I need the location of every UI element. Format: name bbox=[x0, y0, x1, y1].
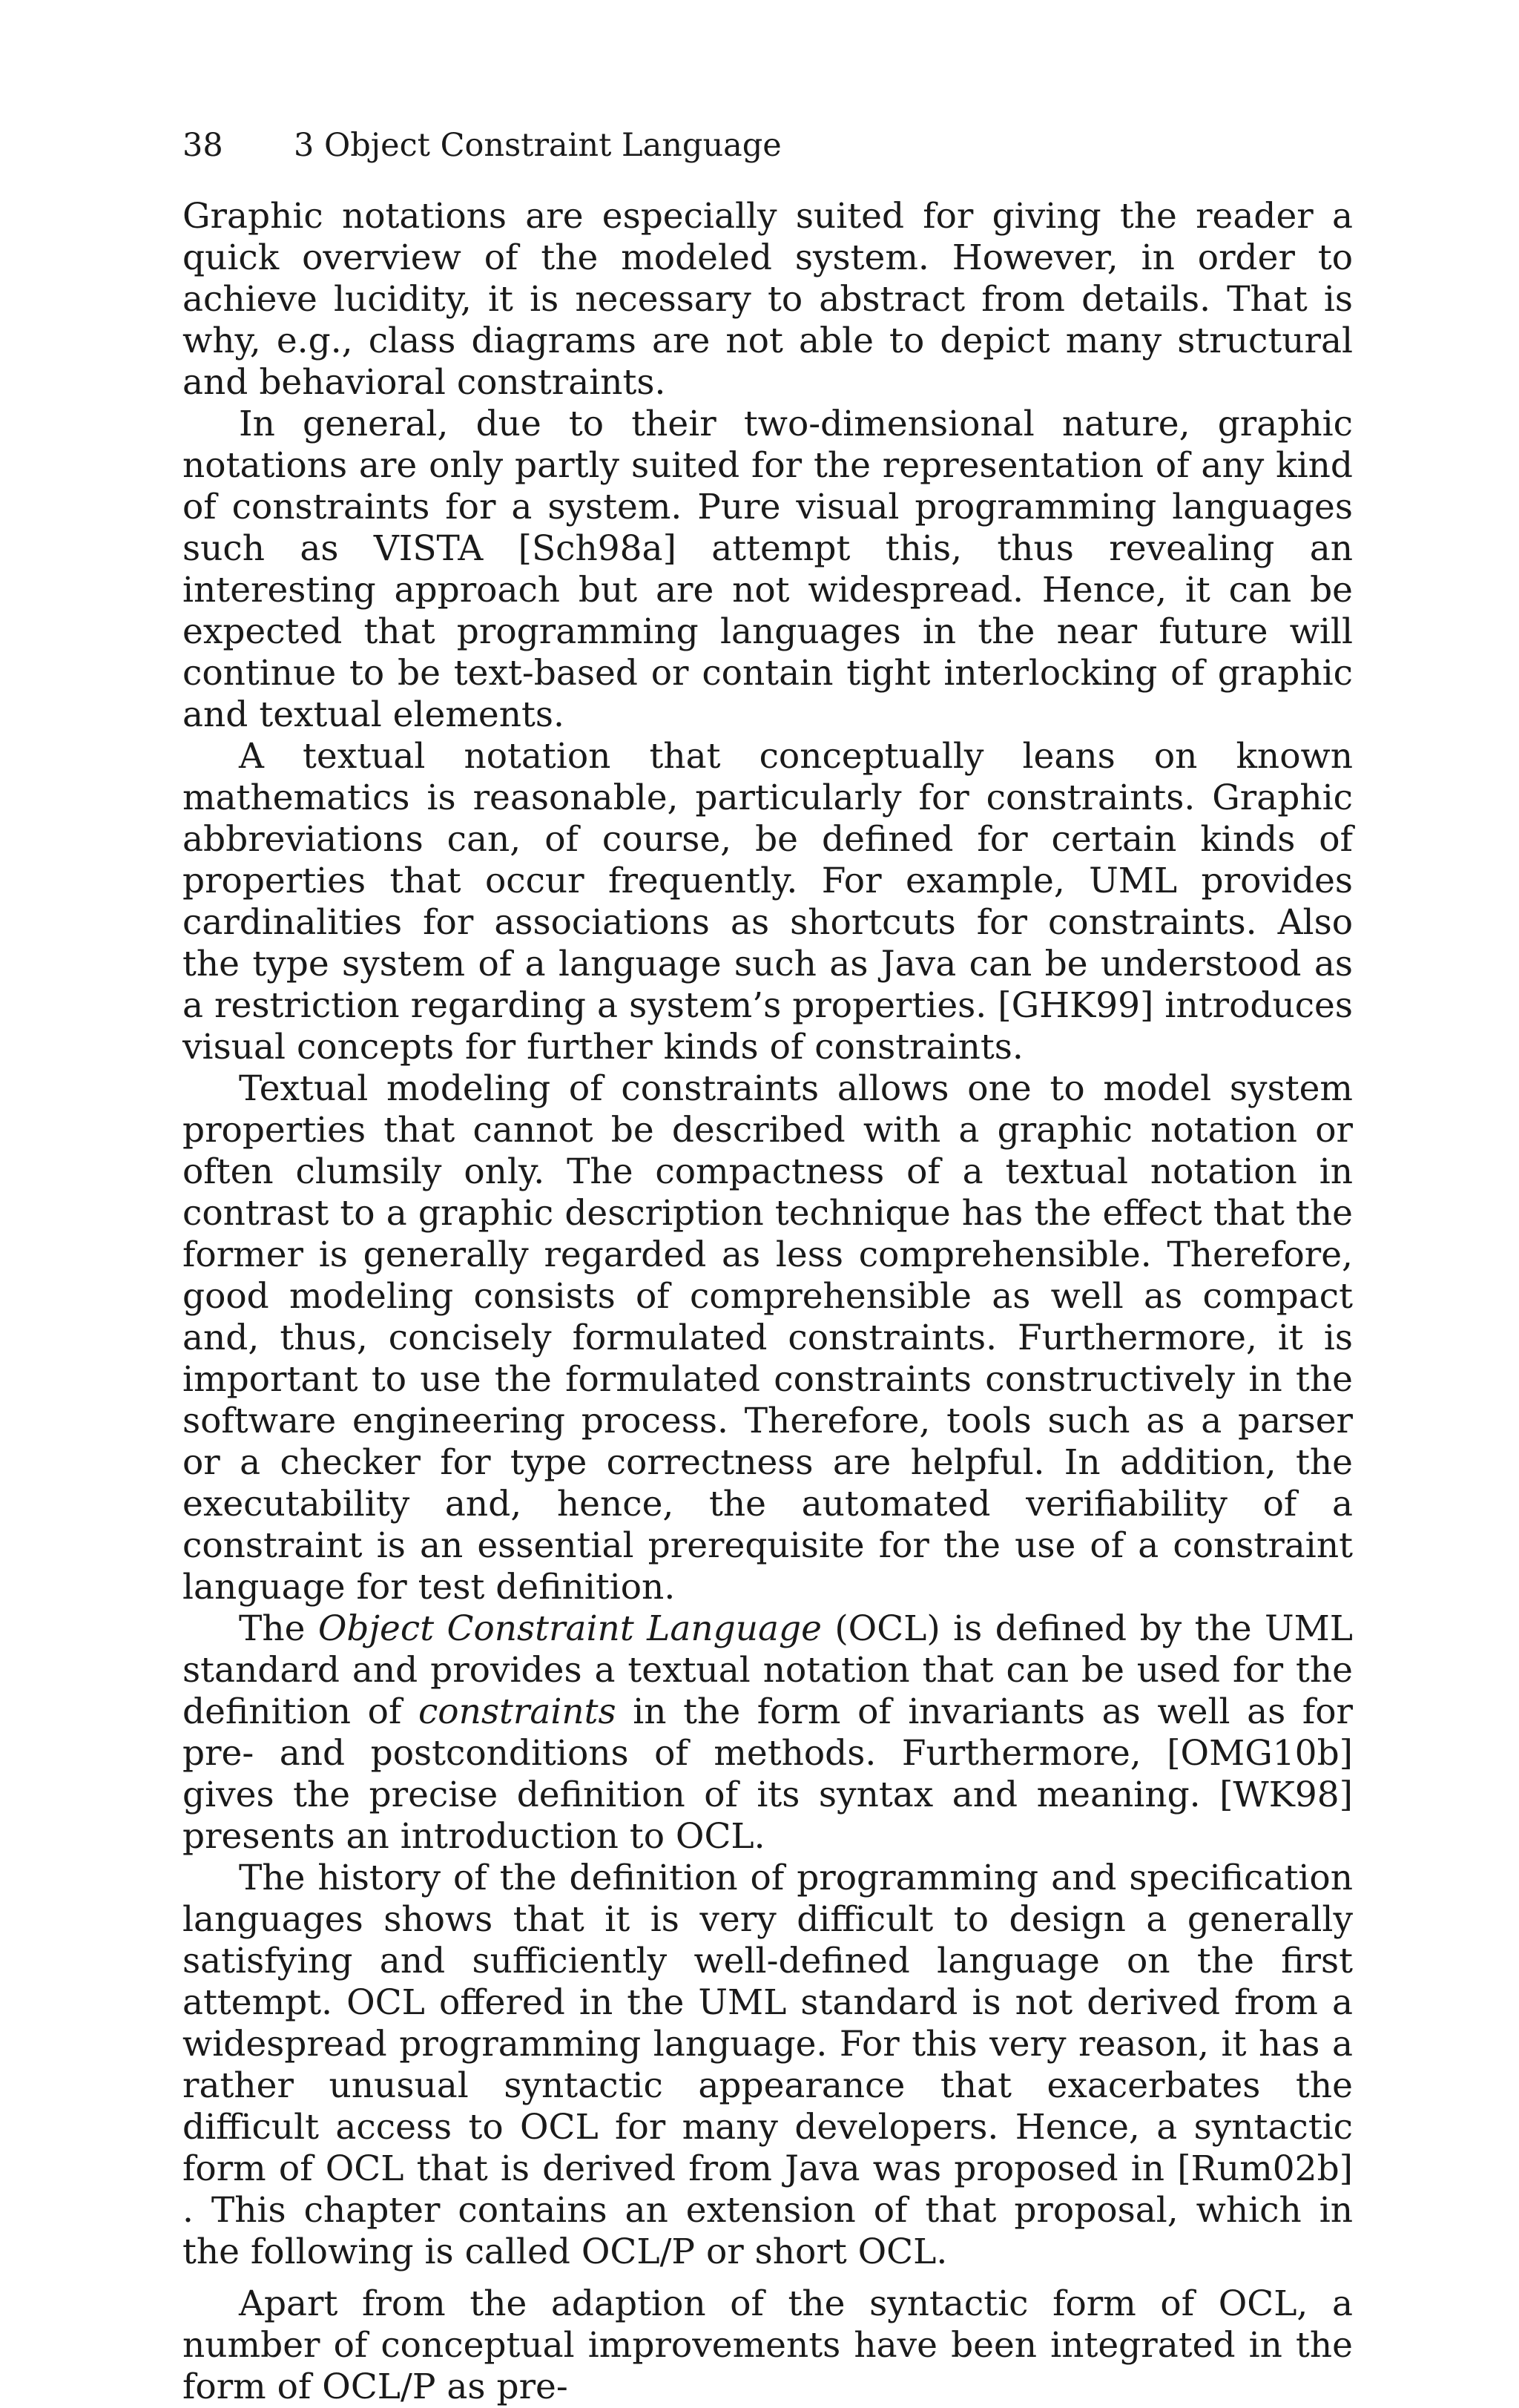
paragraph-history: The history of the definition of programming and specification languages shows that it is very difficult to design a generally satisfying and sufficiently well-defined language on the first attempt. OCL offered in the UML standard is not derived from a widespread programming language. For this very reason, it has a rather unusual syntactic appearance that exacerbates the difficult access to OCL for many developers. Hence, a syntactic form of OCL that is derived from Java was proposed in [Rum02b] . This chapter contains an extension of that proposal, which in the following is called OCL/P or short OCL. bbox=[182, 1858, 1353, 2272]
ocl-text-part1: The bbox=[239, 1608, 318, 1649]
constraints-term-italic: constraints bbox=[418, 1691, 616, 1732]
paragraph-ocl-definition bbox=[182, 1608, 1353, 1858]
paragraph-graphic-notations: Graphic notations are especially suited for giving the reader a quick overview of the modeled system. However, in order to achieve lucidity, it is necessary to abstract from details. That is why, e.g., class diagrams are not able to depict many structural and behavioral constraints. bbox=[182, 196, 1353, 403]
paragraph-textual-notation: A textual notation that conceptually leans on known mathematics is reasonable, particularly for constraints. Graphic abbreviations can, of course, be defined for certain kinds of properties that occur frequently. For example, UML provides cardinalities for associations as shortcuts for constraints. Also the type system of a language such as Java can be understood as a restriction regarding a system’s properties. [GHK99] introduces visual concepts for further kinds of constraints. bbox=[182, 736, 1353, 1068]
paragraph-two-dimensional-nature: In general, due to their two-dimensional nature, graphic notations are only partly suited for the representation of any kind of constraints for a system. Pure visual programming languages such as VISTA [Sch98a] attempt this, thus revealing an interesting approach but are not widespread. Hence, it can be expected that programming languages in the near future will continue to be text-based or contain tight interlocking of graphic and textual elements. bbox=[182, 404, 1353, 735]
ocl-text-part2: (OCL) is defined by the UML standard and provides a textual notation that can be used for the definition of bbox=[182, 1608, 1353, 1732]
ocl-term-italic: Object Constraint Language bbox=[317, 1608, 822, 1649]
running-head bbox=[182, 123, 782, 168]
chapter-title: 3 Object Constraint Language bbox=[294, 127, 782, 164]
page-number: 38 bbox=[182, 127, 223, 164]
paragraph-adaption: Apart from the adaption of the syntactic form of OCL, a number of conceptual improvements have been integrated in the form of OCL/P as pre- bbox=[182, 2283, 1353, 2407]
paragraph-textual-modeling: Textual modeling of constraints allows one to model system properties that cannot be described with a graphic notation or often clumsily only. The compactness of a textual notation in contrast to a graphic description technique has the effect that the former is generally regarded as less comprehensible. Therefore, good modeling consists of comprehensible as well as compact and, thus, concisely formulated constraints. Furthermore, it is important to use the formulated constraints constructively in the software engineering process. Therefore, tools such as a parser or a checker for type correctness are helpful. In addition, the executability and, hence, the automated verifiability of a constraint is an essential prerequisite for the use of a constraint language for test definition. bbox=[182, 1068, 1353, 1608]
body-text bbox=[182, 196, 1353, 2408]
ocl-text-part3: in the form of invariants as well as for pre- and postconditions of methods. Furthermore, [OMG10b] gives the precise definition of its syntax and meaning. [WK98] presents an introduction to OCL. bbox=[182, 1691, 1354, 1857]
